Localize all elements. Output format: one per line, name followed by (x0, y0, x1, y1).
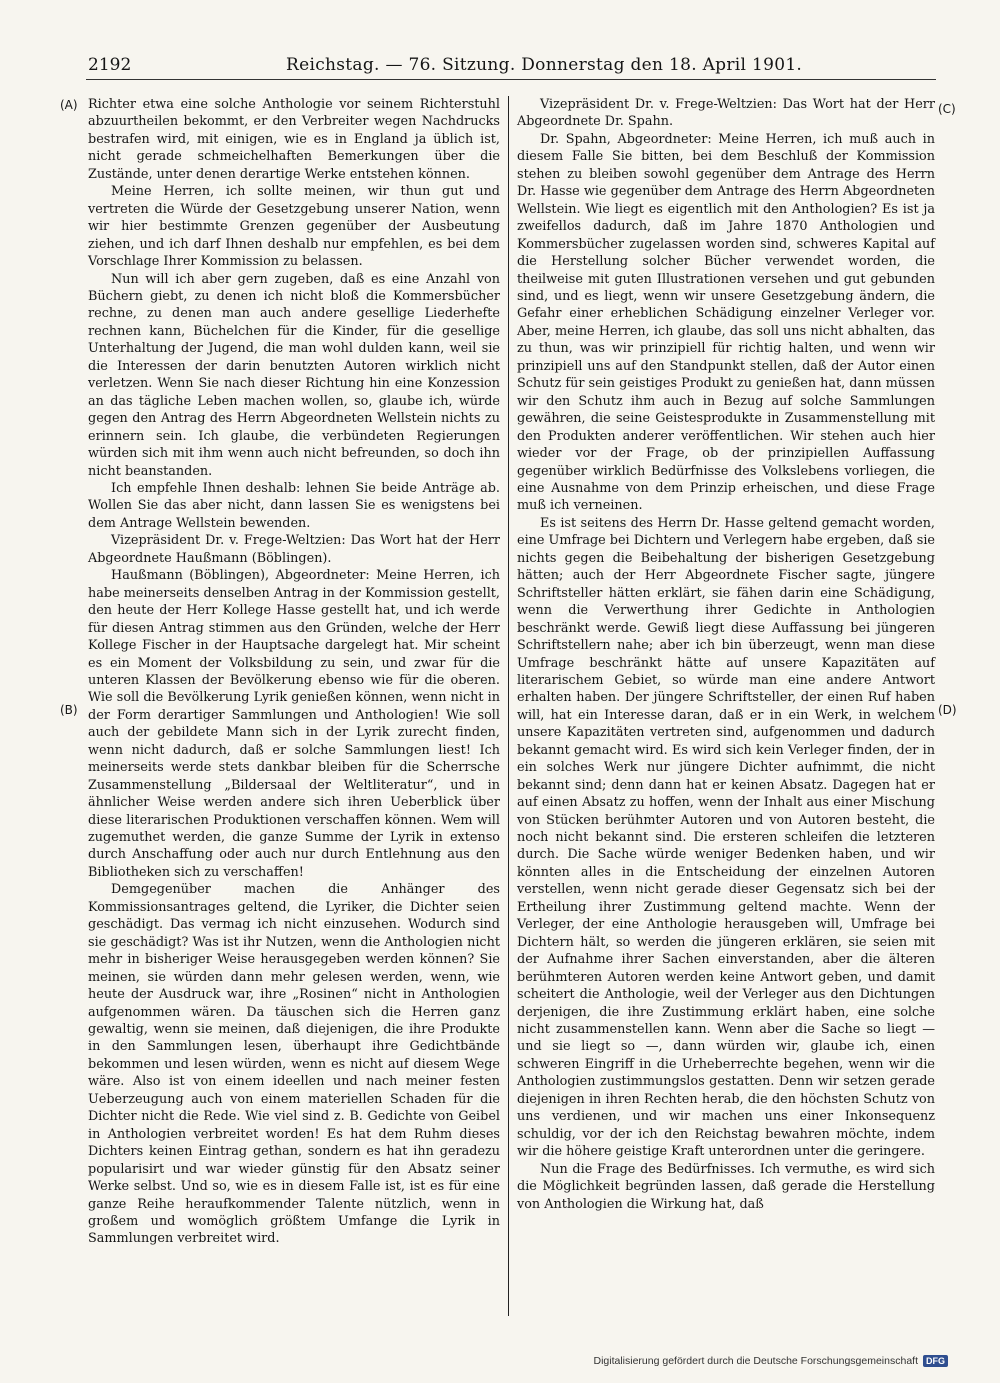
right-column (517, 96, 935, 1213)
paragraph: Nun will ich aber gern zugeben, daß es eine Anzahl von Büchern giebt, zu denen ich nicht bloß die Kommersbücher rechne, zu denen man auch andere gesellige Liederhefte rechnen kann, Büchelchen für die Kinder, für die gesellige Unterhaltung der Jugend, die man wohl dulden kann, weil sie die Interessen der darin benutzten Autoren wirklich nicht verletzen. Wenn Sie nach dieser Richtung hin eine Konzession an das tägliche Leben machen wollen, so, glaube ich, würde gegen den Antrag des Herrn Abgeordneten Wellstein nichts zu erinnern sein. Ich glaube, die verbündeten Regierungen würden sich mit ihm wenn auch nicht befreunden, so doch ihn nicht beanstanden. (88, 271, 500, 479)
footer (593, 1355, 948, 1367)
speaker-paragraph: Vizepräsident Dr. v. Frege-Weltzien: Das Wort hat der Herr Abgeordnete Haußmann (Böblingen). (88, 533, 500, 566)
paragraph: Richter etwa eine solche Anthologie vor seinem Richterstuhl abzuurtheilen bekommt, er den Verbreiter wegen Nachdrucks bestrafen wird, mit einigen, wie es in England ja üblich ist, nicht gerade schmeichelhaften Bemerkungen über die Zustände, unter denen derartige Werke entstehen können. (88, 97, 500, 182)
paragraph: Es ist seitens des Herrn Dr. Hasse geltend gemacht worden, eine Umfrage bei Dichtern und Verlegern habe ergeben, daß sie nichts gegen die Beibehaltung der bisherigen Gesetzgebung hätten; auch der Herr Abgeordnete Fischer sagte, jüngere Schriftsteller hätten erklärt, sie fähen darin eine Schädigung, wenn die Verwerthung ihrer Gedichte in Anthologien beschränkt werde. Gewiß liegt diese Auffassung bei jüngeren Schriftstellern nahe; aber ich bin überzeugt, wenn man diese Umfrage beschränkt hätte auf unsere Kapazitäten auf literarischem Gebiet, so würde man eine andere Antwort erhalten haben. Der jüngere Schriftsteller, der einen Ruf haben will, hat ein Interesse daran, daß er in ein Werk, in welchem unsere Kapazitäten vertreten sind, aufgenommen und dadurch bekannt gemacht wird. Es wird sich kein Verleger finden, der in ein solches Werk nur jüngere Dichter aufnimmt, die nicht bekannt sind; denn dann hat er keinen Absatz. Dagegen hat er auf einen Absatz zu hoffen, wenn der Inhalt aus einer Mischung von Stücken berühmter Autoren und von Autoren besteht, die noch nicht bekannt sind. Die ersteren schleifen die letzteren durch. Die Sache würde weniger Bedenken haben, und wir könnten alles in die Entscheidung der einzelnen Autoren verstellen, wenn nicht gerade dieser Gegensatz sich bei der Ertheilung ihrer Zustimmung geltend machte. Wenn der Verleger, der eine Anthologie herausgeben will, Umfrage bei Dichtern hält, so werden die jüngeren erklären, sie seien mit der Aufnahme ihrer Sachen einverstanden, aber die älteren berühmteren Autoren werden keine Antwort geben, und damit scheitert die Anthologie, weil der Verleger aus den Dichtungen derjenigen, die ihre Zustimmung erklärt haben, eine solche nicht zusammenstellen kann. Wenn aber die Sache so liegt — und sie liegt so —, dann würden wir, glaube ich, einen schweren Eingriff in die Urheberrechte begehen, wenn wir die Anthologien zustimmungslos gestatten. Denn wir setzen gerade diejenigen in ihren Rechten herab, die den höchsten Schutz von uns verdienen, und wir machen uns einer Inkonsequenz schuldig, vor der ich den Reichstag bewahren möchte, indem wir die höhere geistige Kraft unterordnen unter die geringere. (517, 515, 935, 1160)
running-head: Reichstag. — 76. Sitzung. Donnerstag den 18. April 1901. (286, 55, 803, 75)
margin-marker-a: (A) (60, 98, 78, 112)
margin-marker-c: (C) (938, 102, 956, 116)
footer-text: Digitalisierung gefördert durch die Deutsche Forschungsgemeinschaft (593, 1355, 918, 1367)
speaker-paragraph: Vizepräsident Dr. v. Frege-Weltzien: Das Wort hat der Herr Abgeordnete Dr. Spahn. (517, 97, 935, 130)
dfg-logo: DFG (923, 1355, 948, 1367)
paragraph: Ich empfehle Ihnen deshalb: lehnen Sie beide Anträge ab. Wollen Sie das aber nicht, dann lassen Sie es wenigstens bei dem Antrage Wellstein bewenden. (88, 480, 500, 531)
paragraph: Demgegenüber machen die Anhänger des Kommissionsantrages geltend, die Lyriker, die Dichter seien geschädigt. Das vermag ich nicht einzusehen. Wodurch sind sie geschädigt? Was ist ihr Nutzen, wenn die Anthologien nicht mehr in bisheriger Weise herausgegeben werden können? Sie meinen, sie würden dann mehr gelesen werden, wenn, wie heute der Ausdruck war, ihre „Rosinen“ nicht in Anthologien aufgenommen wären. Da täuschen sich die Herren ganz gewaltig, wenn sie meinen, daß diejenigen, die ihre Produkte in den Sammlungen lesen, überhaupt ihre Gedichtbände bekommen und lesen würden, wenn es nicht auf diesem Wege wäre. Also ist von einem ideellen und nach meiner festen Ueberzeugung auch von einem materiellen Schaden für die Dichter nicht die Rede. Wie viel sind z. B. Gedichte von Geibel in Anthologien verbreitet worden! Es hat dem Ruhm dieses Dichters keinen Eintrag gethan, sondern es hat ihn geradezu popularisirt und war wieder günstig für den Absatz seiner Werke selbst. Und so, wie es in diesem Falle ist, ist es für eine ganze Reihe heraufkommender Talente nützlich, wenn in großem und womöglich größtem Umfange die Lyrik in Sammlungen verbreitet wird. (88, 882, 500, 1247)
header-rule (86, 79, 936, 80)
page-number: 2192 (88, 55, 132, 75)
margin-marker-b: (B) (60, 703, 78, 717)
left-column (88, 96, 500, 1248)
paragraph: Meine Herren, ich sollte meinen, wir thun gut und vertreten die Würde der Gesetzgebung unserer Nation, wenn wir hier bestimmte Grenzen gegenüber der Ausbeutung ziehen, und ich darf Ihnen deshalb nur empfehlen, es bei dem Vorschlage Ihrer Kommission zu belassen. (88, 184, 500, 270)
column-divider (508, 96, 509, 1316)
paragraph: Nun die Frage des Bedürfnisses. Ich vermuthe, es wird sich die Möglichkeit begründen lassen, daß gerade die Herstellung von Anthologien die Wirkung hat, daß (517, 1161, 935, 1212)
speaker-paragraph: Haußmann (Böblingen), Abgeordneter: Meine Herren, ich habe meinerseits denselben Antrag in der Kommission gestellt, den heute der Herr Kollege Hasse gestellt hat, und ich werde für diesen Antrag stimmen aus den Gründen, welche der Herr Kollege Fischer in der Hauptsache dargelegt hat. Mir scheint es ein Moment der Volksbildung zu sein, und zwar für die unteren Klassen der Bevölkerung ebenso wie für die oberen. Wie soll die Bevölkerung Lyrik genießen können, wenn nicht in der Form derartiger Sammlungen und Anthologien! Wie soll auch der gebildete Mann sich in der Lyrik zurecht finden, wenn nicht dadurch, daß er solche Sammlungen liest! Ich meinerseits werde stets dankbar bleiben für die Scherrsche Zusammenstellung „Bildersaal der Weltliteratur“, und in ähnlicher Weise werden andere sich ihren Ueberblick über diese literarischen Produktionen verschaffen können. Wem will zugemuthet werden, die ganze Summe der Lyrik in extenso durch Anschaffung oder auch nur durch Entlehnung aus den Bibliotheken sich zu verschaffen! (88, 568, 500, 880)
margin-marker-d: (D) (938, 703, 957, 717)
speaker-paragraph: Dr. Spahn, Abgeordneter: Meine Herren, ich muß auch in diesem Falle Sie bitten, bei dem Beschluß der Kommission stehen zu bleiben sowohl gegenüber dem Antrage des Herrn Dr. Hasse wie gegenüber dem Antrage des Herrn Abgeordneten Wellstein. Wie liegt es eigentlich mit den Anthologien? Es ist ja zweifellos dadurch, daß im Jahre 1870 Anthologien und Kommersbücher zugelassen worden sind, schweres Kapital auf die Herstellung solcher Bücher verwendet worden, die theilweise mit guten Illustrationen versehen und gut gebunden sind, und es liegt, wenn wir unsere Gesetzgebung ändern, die Gefahr einer erheblichen Schädigung einzelner Verleger vor. Aber, meine Herren, ich glaube, das soll uns nicht abhalten, das zu thun, was wir prinzipiell für richtig halten, und wenn wir prinzipiell uns auf den Standpunkt stellen, daß der Autor einen Schutz für sein geistiges Produkt zu genießen hat, dann müssen wir den Schutz ihm auch in Bezug auf solche Sammlungen gewähren, die seine Geistesprodukte in Zusammenstellung mit den Produkten anderer veröffentlichen. Wir stehen auch hier wieder vor der Frage, ob der prinzipiellen Auffassung gegenüber wirklich Bedürfnisse des Volkslebens vorliegen, die eine Ausnahme von dem Prinzip erheischen, und diese Frage muß ich verneinen. (517, 131, 935, 514)
